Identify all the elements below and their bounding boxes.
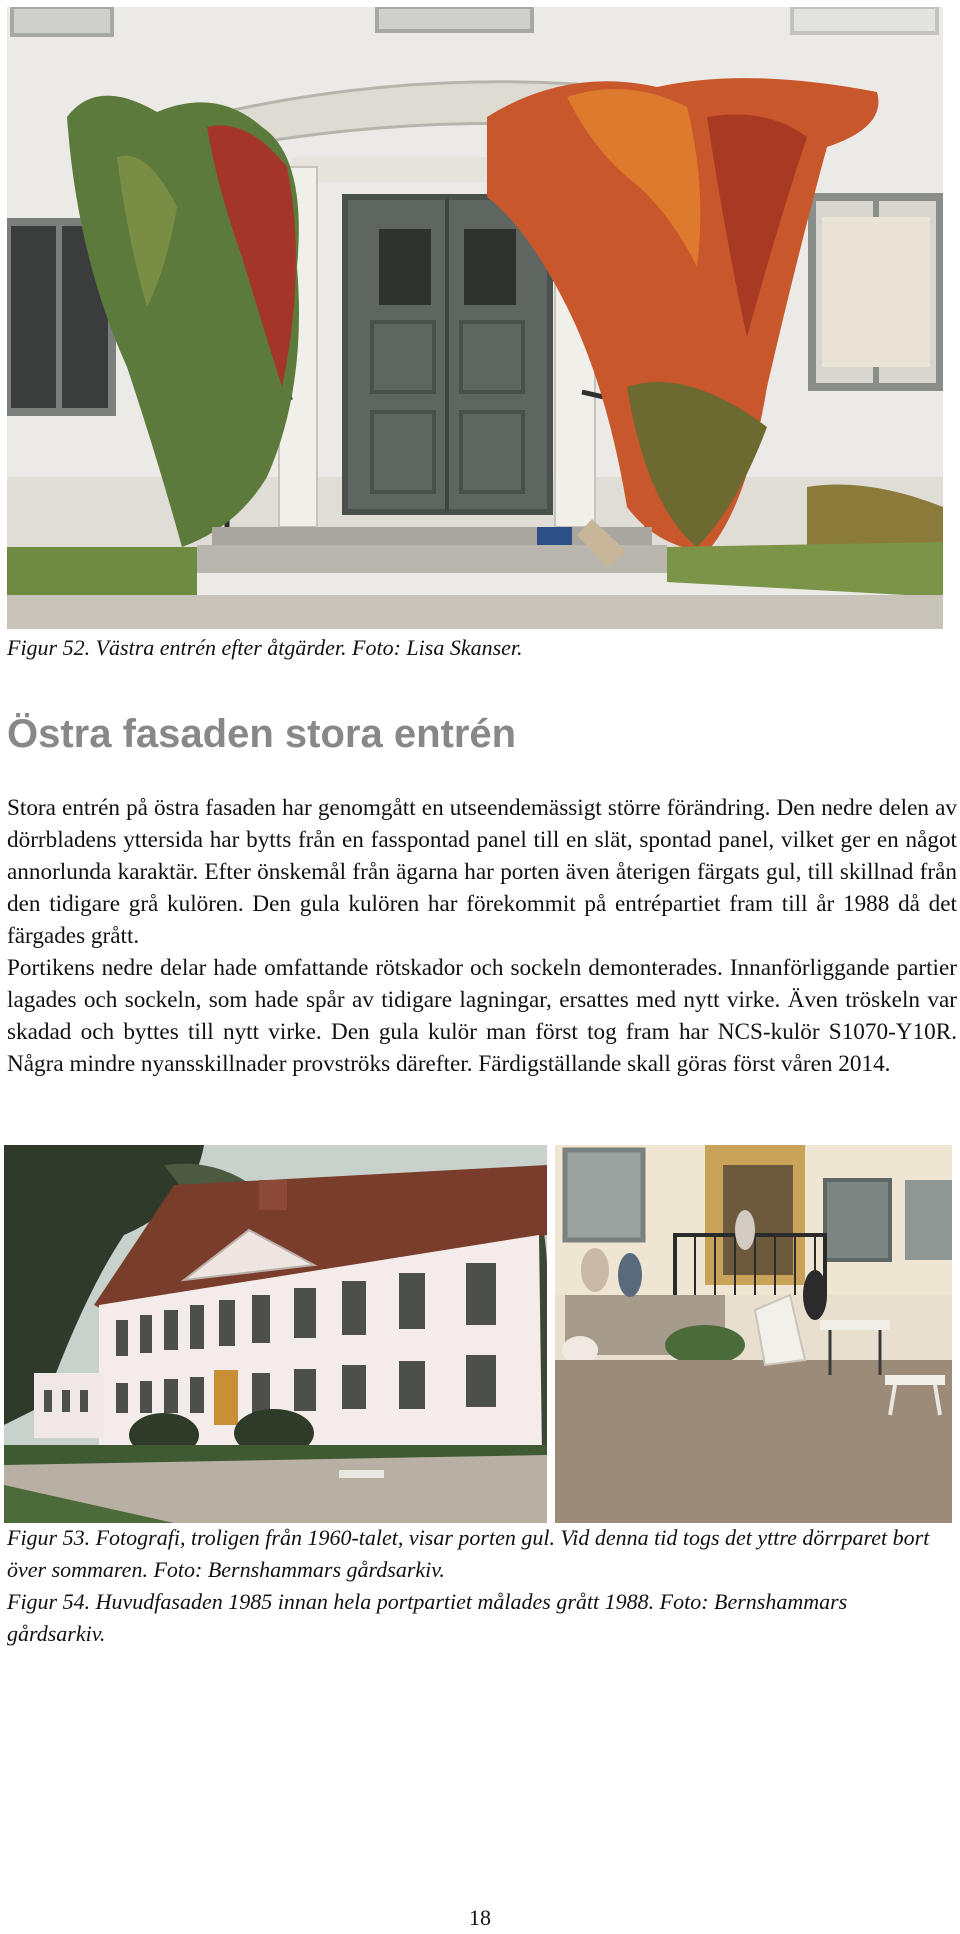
page-number: 18 — [469, 1905, 491, 1930]
figure-53-54-captions — [7, 1522, 937, 1650]
figure-52-caption: Figur 52. Västra entrén efter åtgärder. Foto: Lisa Skanser. — [7, 635, 523, 660]
figure-52-photo — [7, 7, 943, 629]
west-entrance-image — [7, 7, 943, 629]
main-facade-1985-image — [555, 1145, 952, 1523]
section-heading: Östra fasaden stora entrén — [7, 712, 517, 756]
figure-54-photo — [555, 1145, 952, 1523]
manor-house-image — [4, 1145, 547, 1523]
paragraph-1: Stora entrén på östra fasaden har genomgått en utseendemässigt större förändring. Den nedre delen av dörrbladens yttersida har bytts från en fasspontad panel till en slät, spontad panel, vilket ger en något annorlunda karaktär. Efter önskemål från ägarna har porten även återigen färgats gul, till skillnad från den tidigare grå kulören. Den gula kulören har förekommit på entrépartiet fram till år 1988 då det färgades grått. — [7, 795, 957, 949]
section-body — [7, 792, 957, 1080]
paragraph-2: Portikens nedre delar hade omfattande rötskador och sockeln demonterades. Innanförliggande partier lagades och sockeln, som hade spår av tidigare lagningar, ersattes med nytt virke. Även tröskeln var skadad och byttes till nytt virke. Den gula kulör man först tog fram har NCS-kulör S1070-Y10R. Några mindre nyansskillnader provströks därefter. Färdigställande skall göras först våren 2014. — [7, 955, 957, 1077]
figure-53-caption: Figur 53. Fotografi, troligen från 1960-talet, visar porten gul. Vid denna tid togs det yttre dörrparet bort över sommaren. Foto: Bernshammars gårdsarkiv. — [7, 1525, 930, 1582]
figure-53-photo — [4, 1145, 547, 1523]
figure-54-caption: Figur 54. Huvudfasaden 1985 innan hela portpartiet målades grått 1988. Foto: Bernshammars gårdsarkiv. — [7, 1589, 848, 1646]
